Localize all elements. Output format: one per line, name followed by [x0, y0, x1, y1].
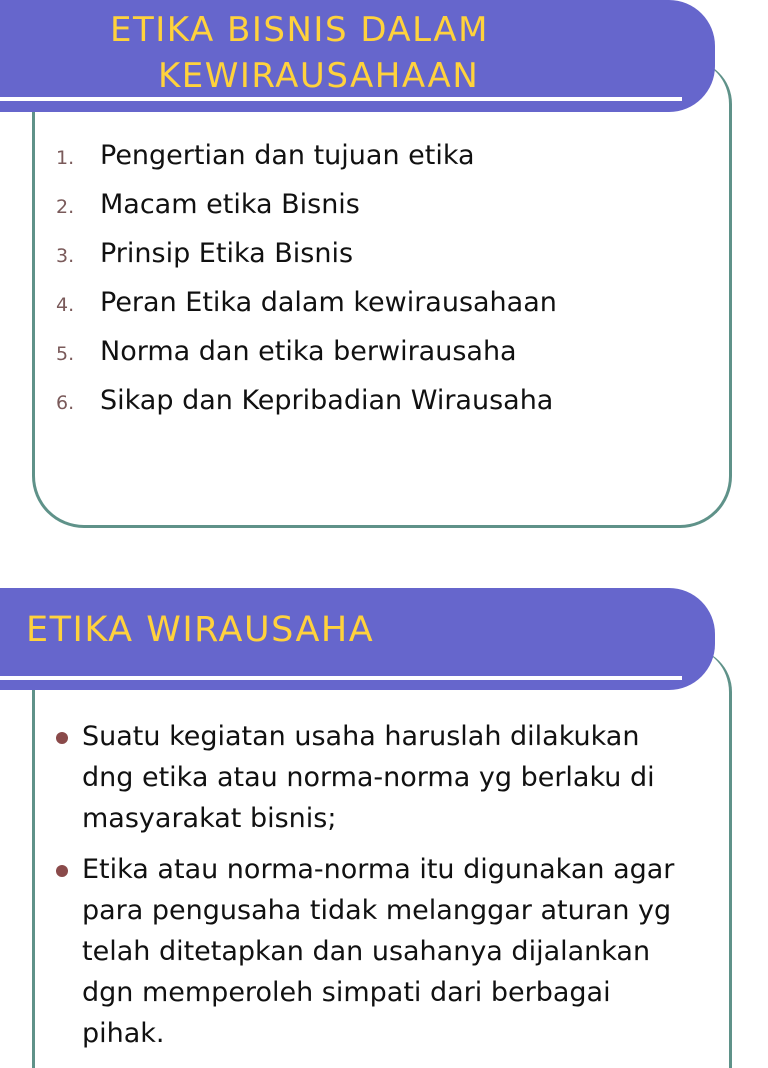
list-item — [56, 189, 557, 238]
title-bar — [0, 0, 715, 112]
bullet-text: Etika atau norma-norma itu digunakan agar para pengusaha tidak melanggar aturan yg telah ditetapkan dan usahanya dijalankan dgn memperoleh simpati dari berbagai pihak. — [82, 854, 675, 1049]
item-text: Peran Etika dalam kewirausahaan — [100, 287, 557, 318]
list-item — [56, 287, 557, 336]
topic-list — [56, 140, 557, 434]
item-text: Pengertian dan tujuan etika — [100, 140, 475, 171]
item-number: 4. — [56, 294, 75, 316]
bullet-list — [56, 716, 736, 1064]
item-text: Prinsip Etika Bisnis — [100, 238, 354, 269]
item-number: 1. — [56, 147, 75, 169]
list-item — [56, 336, 557, 385]
item-number: 5. — [56, 343, 75, 365]
item-number: 2. — [56, 196, 75, 218]
slide-title: ETIKA WIRAUSAHA — [26, 610, 375, 650]
item-number: 3. — [56, 245, 75, 267]
item-number: 6. — [56, 392, 75, 414]
bullet-text: Suatu kegiatan usaha haruslah dilakukan dng etika atau norma-norma yg berlaku di masyarakat bisnis; — [82, 721, 655, 834]
list-item — [56, 716, 736, 839]
list-item — [56, 849, 736, 1054]
list-item — [56, 238, 557, 287]
list-item — [56, 140, 557, 189]
item-text: Macam etika Bisnis — [100, 189, 360, 220]
title-bar — [0, 588, 715, 690]
item-text: Norma dan etika berwirausaha — [100, 336, 517, 367]
title-underline — [0, 97, 682, 101]
slide-2 — [0, 588, 768, 1049]
slide-title-line-2: KEWIRAUSAHAAN — [158, 56, 480, 96]
bullet-dot-icon — [56, 865, 68, 877]
title-underline — [0, 676, 682, 680]
slide-title-line-1: ETIKA BISNIS DALAM — [110, 10, 489, 50]
list-item — [56, 385, 557, 434]
item-text: Sikap dan Kepribadian Wirausaha — [100, 385, 554, 416]
bullet-dot-icon — [56, 732, 68, 744]
